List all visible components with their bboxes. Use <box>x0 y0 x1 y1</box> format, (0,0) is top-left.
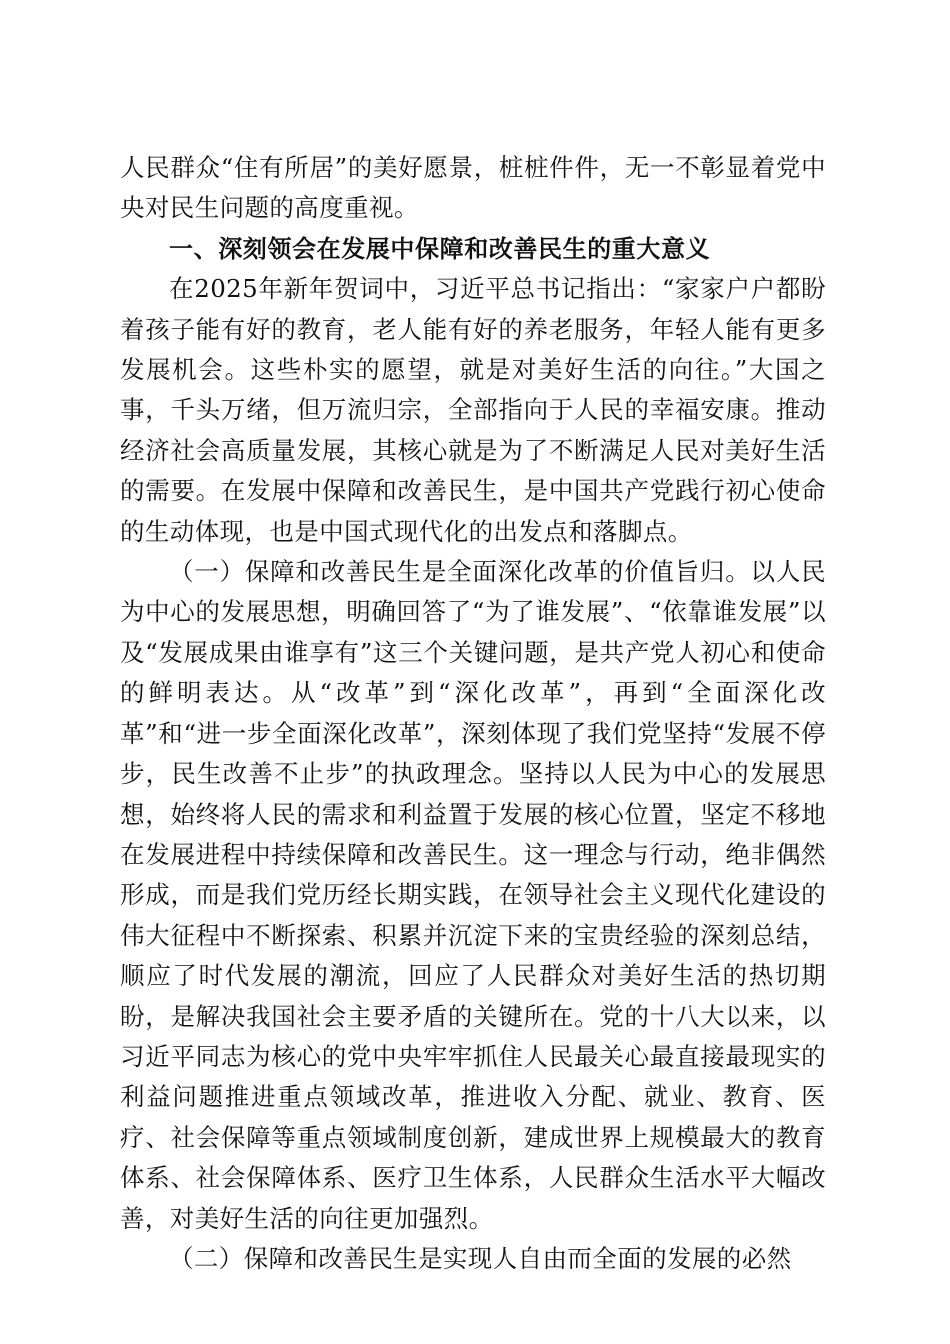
subsection-2-heading: （二）保障和改善民生是实现人自由而全面的发展的必然 <box>169 1243 792 1273</box>
section-heading-1: 一、深刻领会在发展中保障和改善民生的重大意义 <box>169 234 711 263</box>
subsection-1-heading: （一）保障和改善民生是全面深化改革的价值旨归。 <box>169 557 751 587</box>
intro-paragraph-continued: 人民群众“住有所居”的美好愿景，桩桩件件，无一不彰显着党中央对民生问题的高度重视。 <box>120 153 826 223</box>
body-paragraph-subsection-2 <box>120 1239 826 1279</box>
body-paragraph-new-year-address: 在2025年新年贺词中，习近平总书记指出：“家家户户都盼着孩子能有好的教育，老人能有好的养老服务，年轻人能有更多发展机会。这些朴实的愿望，就是对美好生活的向往。”大国之事，千头万绪，但万流归宗，全部指向于人民的幸福安康。推动经济社会高质量发展，其核心就是为了不断满足人民对美好生活的需要。在发展中保障和改善民生，是中国共产党践行初心使命的生动体现，也是中国式现代化的出发点和落脚点。 <box>120 274 826 546</box>
document-body <box>120 148 826 1279</box>
body-paragraph-subsection-1 <box>120 552 826 1239</box>
subsection-1-text: 以人民为中心的发展思想，明确回答了“为了谁发展”、“依靠谁发展”以及“发展成果由谁享有”这三个关键问题，是共产党人初心和使命的鲜明表达。从“改革”到“深化改革”，再到“全面深化改革”和“进一步全面深化改革”，深刻体现了我们党坚持“发展不停步，民生改善不止步”的执政理念。坚持以人民为中心的发展思想，始终将人民的需求和利益置于发展的核心位置，坚定不移地在发展进程中持续保障和改善民生。这一理念与行动，绝非偶然形成，而是我们党历经长期实践，在领导社会主义现代化建设的伟大征程中不断探索、积累并沉淀下来的宝贵经验的深刻总结，顺应了时代发展的潮流，回应了人民群众对美好生活的热切期盼，是解决我国社会主要矛盾的关键所在。党的十八大以来，以习近平同志为核心的党中央牢牢抓住人民最关心最直接最现实的利益问题推进重点领域改革，推进收入分配、就业、教育、医疗、社会保障等重点领域制度创新，建成世界上规模最大的教育体系、社会保障体系、医疗卫生体系，人民群众生活水平大幅改善，对美好生活的向往更加强烈。 <box>120 557 826 1233</box>
